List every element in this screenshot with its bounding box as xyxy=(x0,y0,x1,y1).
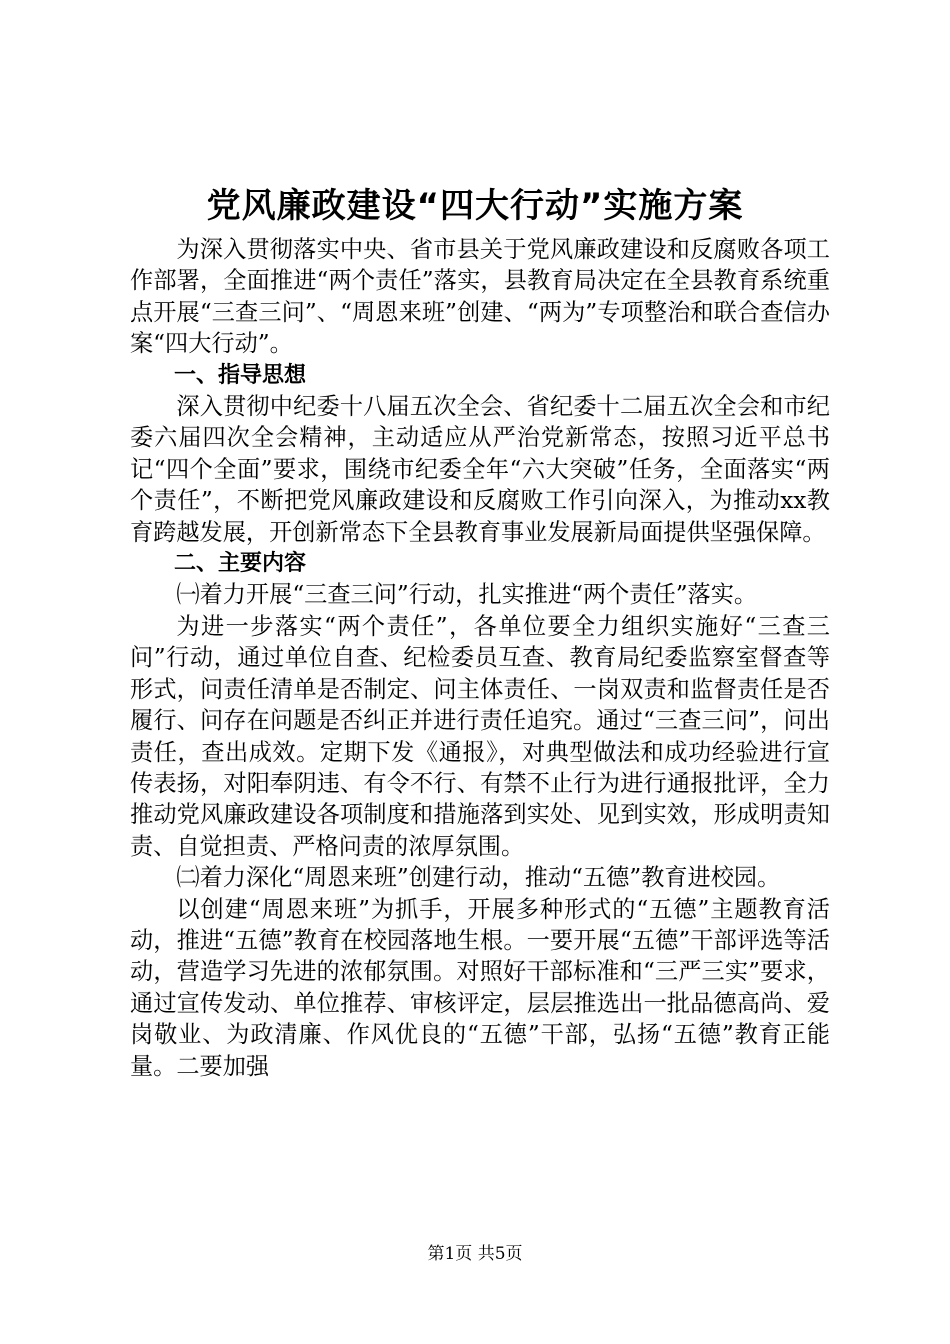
document-title: 党风廉政建设“四大行动”实施方案 xyxy=(206,186,744,226)
section-heading-main-content: 二、主要内容 xyxy=(174,551,307,577)
intro-paragraph: 为深入贯彻落实中央、省市县关于党风廉政建设和反腐败各项工作部署，全面推进“两个责任”落实，县教育局决定在全县教育系统重点开展“三查三问”、“周恩来班”创建、“两为”专项整治和联合查信办案“四大行动”。 xyxy=(130,236,830,358)
guiding-thought-paragraph: 深入贯彻中纪委十八届五次全会、省纪委十二届五次全会和市纪委六届四次全会精神，主动适应从严治党新常态，按照习近平总书记“四个全面”要求，围绕市纪委全年“六大突破”任务，全面落实“两个责任”，不断把党风廉政建设和反腐败工作引向深入，为推动xx教育跨越发展，开创新常态下全县教育事业发展新局面提供坚强保障。 xyxy=(130,393,830,546)
document-body xyxy=(130,234,830,1082)
subsection-heading-1: ㈠着力开展“三查三问”行动，扎实推进“两个责任”落实。 xyxy=(176,581,758,609)
subsection-heading-2: ㈡着力深化“周恩来班”创建行动，推动“五德”教育进校园。 xyxy=(176,864,781,892)
page-footer: 第1页 共5页 xyxy=(427,1244,523,1264)
subsection-2-paragraph: 以创建“周恩来班”为抓手，开展多种形式的“五德”主题教育活动，推进“五德”教育在校园落地生根。一要开展“五德”干部评选等活动，营造学习先进的浓郁氛围。对照好干部标准和“三严三实”要求，通过宣传发动、单位推荐、审核评定，层层推选出一批品德高尚、爱岗敬业、为政清廉、作风优良的“五德”干部，弘扬“五德”教育正能量。二要加强 xyxy=(130,895,830,1080)
section-heading-guiding-thought: 一、指导思想 xyxy=(174,362,307,388)
subsection-1-paragraph: 为进一步落实“两个责任”，各单位要全力组织实施好“三查三问”行动，通过单位自查、纪检委员互查、教育局纪委监察室督查等形式，问责任清单是否制定、问主体责任、一岗双责和监督责任是否履行、问存在问题是否纠正并进行责任追究。通过“三查三问”，问出责任，查出成效。定期下发《通报》，对典型做法和成功经验进行宣传表扬，对阳奉阴违、有令不行、有禁不止行为进行通报批评，全力推动党风廉政建设各项制度和措施落到实处、见到实效，形成明责知责、自觉担责、严格问责的浓厚氛围。 xyxy=(130,612,830,860)
